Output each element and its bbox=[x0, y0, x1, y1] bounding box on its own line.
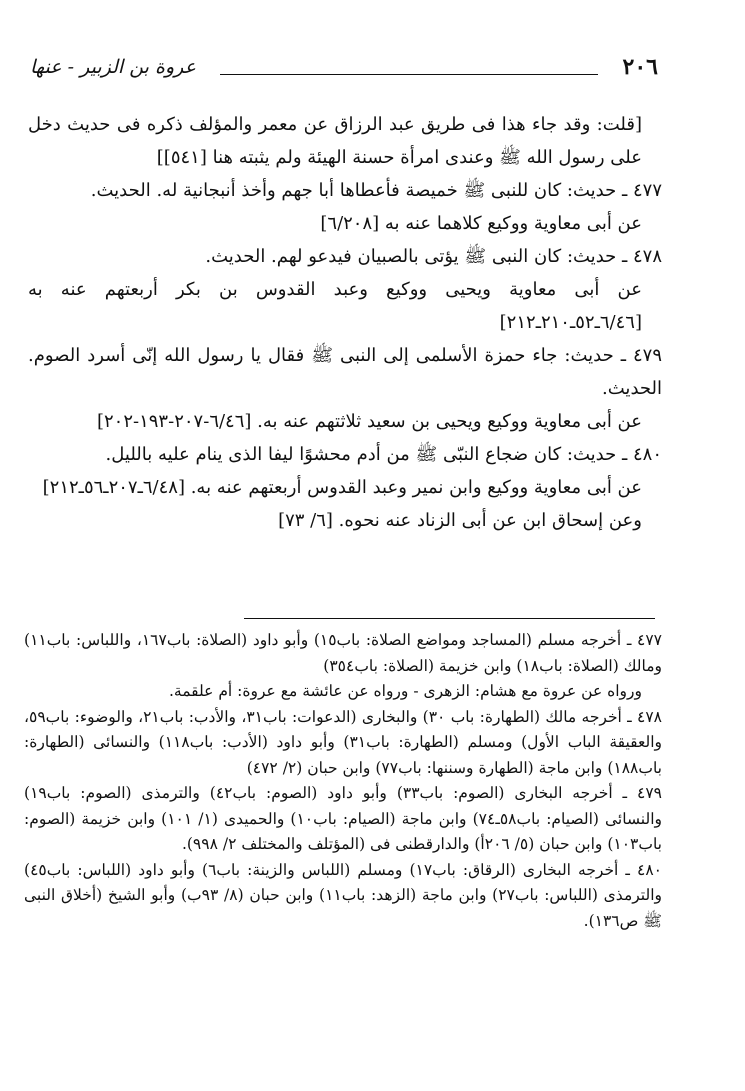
chain-479: عن أبى معاوية ووكيع ويحيى بن سعيد ثلاثتهم عنه به. [٦/٤٦-٢٠٧-١٩٣-٢٠٢] bbox=[96, 411, 642, 432]
running-title: عروة بن الزبير - عنها bbox=[30, 56, 196, 78]
footnote-477: ٤٧٧ ـ أخرجه مسلم (المساجد ومواضع الصلاة: باب١٥) وأبو داود (الصلاة: باب١٦٧، واللباس: باب١١) ومالك (الصلاة: باب١٨) وابن خزيمة (الصلاة: باب٣٥٤) bbox=[24, 631, 662, 675]
hadith-477: ٤٧٧ ـ حديث: كان للنبى ﷺ خميصة فأعطاها أبا جهم وأخذ أنبجانية له. الحديث. bbox=[90, 180, 662, 201]
chain-480-second: وعن إسحاق ابن عن أبى الزناد عنه نحوه. [٦/ ٧٣] bbox=[278, 510, 642, 531]
note-paragraph: [قلت: وقد جاء هذا فى طريق عبد الرزاق عن معمر والمؤلف ذكره فى حديث دخل على رسول الله ﷺ وعندى امرأة حسنة الهيئة ولم يثبته هنا [٥٤١]] bbox=[28, 114, 642, 168]
chain-478: عن أبى معاوية ويحيى ووكيع وعبد القدوس بن بكر أربعتهم عنه به [٦/٤٦ـ٥٢ـ٢١٠ـ٢١٢] bbox=[28, 279, 642, 333]
footnotes bbox=[24, 628, 662, 934]
chain-477: عن أبى معاوية ووكيع كلاهما عنه به [٦/٢٠٨] bbox=[320, 213, 642, 234]
hadith-479: ٤٧٩ ـ حديث: جاء حمزة الأسلمى إلى النبى ﷺ فقال يا رسول الله إنّى أسرد الصوم. الحديث. bbox=[28, 345, 662, 399]
chain-480: عن أبى معاوية ووكيع وابن نمير وعبد القدوس أربعتهم عنه به. [٦/٤٨ـ٢٠٧ـ٥٦ـ٢١٢] bbox=[42, 477, 642, 498]
footnote-479: ٤٧٩ ـ أخرجه البخارى (الصوم: باب٣٣) وأبو داود (الصوم: باب٤٢) والترمذى (الصوم: باب١٩) والنسائى (الصيام: باب٥٨ـ٧٤) وابن ماجة (الصيام: باب١٠) والحميدى (١/ ١٠١) وابن خزيمة (الصوم: باب١٠٣) وابن حبان (٥/ ٢٠٦أ) والدارقطنى فى (المؤتلف والمختلف ٢/ ٩٩٨). bbox=[24, 784, 662, 853]
running-header bbox=[30, 52, 658, 92]
footnote-478: ٤٧٨ ـ أخرجه مالك (الطهارة: باب ٣٠) والبخارى (الدعوات: باب٣١، والأدب: باب٢١، والوضوء: باب٥٩، والعقيقة الباب الأول) ومسلم (الطهارة: باب٣١) وأبو داود (الأدب: باب١١٨) والنسائى (الطهارة: باب١٨٨) وابن ماجة (الطهارة وسننها: باب٧٧) وابن حبان (٢/ ٤٧٢) bbox=[24, 707, 662, 777]
hadith-480: ٤٨٠ ـ حديث: كان ضجاع النبّى ﷺ من أدم محشوًا ليفا الذى ينام عليه بالليل. bbox=[105, 444, 662, 465]
hadith-478: ٤٧٨ ـ حديث: كان النبى ﷺ يؤتى بالصبيان فيدعو لهم. الحديث. bbox=[205, 246, 662, 267]
page-number: ٢٠٦ bbox=[622, 54, 658, 80]
main-text bbox=[28, 108, 662, 537]
footnote-477-extra: ورواه عن عروة مع هشام: الزهرى - ورواه عن عائشة مع عروة: أم علقمة. bbox=[168, 682, 642, 700]
footnote-separator bbox=[244, 618, 655, 619]
header-rule bbox=[220, 74, 598, 75]
footnote-480: ٤٨٠ ـ أخرجه البخارى (الرقاق: باب١٧) ومسلم (اللباس والزينة: باب٦) وأبو داود (اللباس: باب٤٥) والترمذى (اللباس: باب٢٧) وابن ماجة (الزهد: باب١١) وابن حبان (٨/ ٩٣ب) وأبو الشيخ (أخلاق النبى ﷺ ص١٣٦). bbox=[24, 860, 663, 930]
